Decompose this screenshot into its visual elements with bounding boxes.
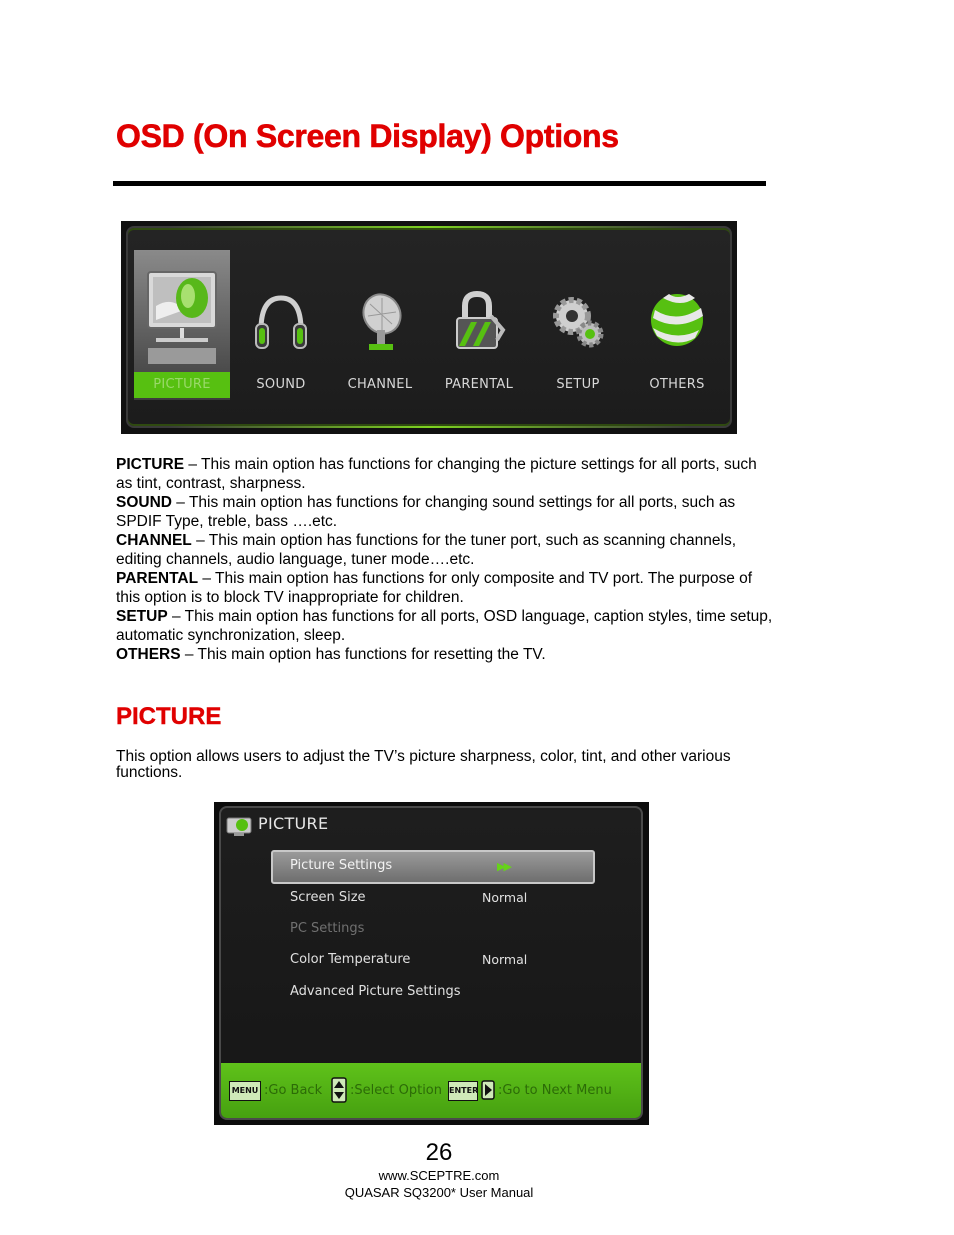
description-text: – This main option has functions for only composite and TV port. The purpose of this option is to block TV inappropriate for children. <box>116 570 753 606</box>
headphones-icon <box>253 290 309 354</box>
menu-item-label: SETUP <box>556 377 600 392</box>
page-title: OSD (On Screen Display) Options <box>116 118 619 154</box>
menu-row-picture-settings[interactable] <box>271 850 595 884</box>
picture-icon <box>226 817 252 837</box>
select-option-hint: :Select Option <box>350 1083 443 1098</box>
menu-item-sound[interactable] <box>233 250 329 400</box>
menu-item-label: OTHERS <box>649 377 705 392</box>
picture-menu-header <box>221 808 641 842</box>
description-text: – This main option has functions for changing sound settings for all ports, such as SPDIF Type, treble, bass ….etc. <box>116 494 736 530</box>
picture-menu-panel <box>219 806 643 1120</box>
padlock-icon <box>451 290 507 354</box>
menu-row-advanced-picture-settings[interactable] <box>271 977 591 1007</box>
description-channel <box>116 531 776 569</box>
row-name: Picture Settings <box>290 858 393 873</box>
description-term: PICTURE <box>116 456 185 473</box>
next-menu-hint: :Go to Next Menu <box>498 1083 612 1098</box>
description-text: – This main option has functions for resetting the TV. <box>180 646 546 663</box>
striped-ball-icon <box>649 290 705 354</box>
satellite-dish-icon <box>352 290 408 354</box>
up-down-arrow-icon <box>331 1077 347 1103</box>
description-text: – This main option has functions for changing the picture settings for all ports, such as tint, contrast, sharpness. <box>116 456 757 492</box>
right-arrow-key-icon <box>481 1080 495 1100</box>
menu-item-channel[interactable] <box>332 250 428 400</box>
row-name: PC Settings <box>290 921 365 936</box>
footer-manual-name: QUASAR SQ3200* User Manual <box>344 1185 534 1200</box>
description-parental <box>116 569 776 607</box>
picture-menu-footer <box>221 1063 641 1118</box>
menu-key: MENU <box>229 1081 261 1101</box>
menu-row-color-temperature[interactable] <box>271 945 591 975</box>
description-text: – This main option has functions for the tuner port, such as scanning channels, editing channels, audio language, tuner mode….etc. <box>116 532 737 568</box>
description-term: CHANNEL <box>116 532 192 549</box>
picture-menu-title: PICTURE <box>258 814 329 833</box>
description-term: SOUND <box>116 494 172 511</box>
menu-row-screen-size[interactable] <box>271 883 591 913</box>
row-name: Screen Size <box>290 890 366 905</box>
description-picture <box>116 455 776 493</box>
footer-url: www.SCEPTRE.com <box>378 1168 500 1183</box>
menu-item-label: PICTURE <box>134 372 230 398</box>
row-name: Color Temperature <box>290 952 411 967</box>
go-back-hint: :Go Back <box>264 1083 323 1098</box>
option-descriptions <box>116 455 776 664</box>
enter-key: ENTER <box>448 1081 478 1101</box>
menu-item-label: PARENTAL <box>444 377 514 392</box>
gears-icon <box>550 290 606 354</box>
menu-item-others[interactable] <box>629 250 725 400</box>
section-title: PICTURE <box>116 703 222 730</box>
description-term: SETUP <box>116 608 168 625</box>
description-setup <box>116 607 776 645</box>
row-name: Advanced Picture Settings <box>290 984 461 999</box>
description-text: – This main option has functions for all ports, OSD language, caption styles, time setup, automatic synchronization, sleep. <box>116 608 773 644</box>
menu-item-parental[interactable] <box>431 250 527 400</box>
menu-row-pc-settings <box>271 914 591 944</box>
menu-item-label: CHANNEL <box>347 377 413 392</box>
description-term: PARENTAL <box>116 570 199 587</box>
description-term: OTHERS <box>116 646 181 663</box>
description-sound <box>116 493 776 531</box>
double-arrow-right-icon: ▶▶ <box>497 860 510 873</box>
picture-icon <box>142 266 222 366</box>
osd-main-menu-panel <box>126 226 732 428</box>
row-value: Normal <box>482 952 528 967</box>
osd-picture-menu-screenshot <box>214 802 649 1125</box>
menu-item-label: SOUND <box>256 377 306 392</box>
section-description: This option allows users to adjust the TV’s picture sharpness, color, tint, and other various functions. <box>116 748 731 781</box>
menu-item-picture[interactable] <box>134 250 230 400</box>
row-value: Normal <box>482 890 528 905</box>
osd-main-menu-screenshot <box>121 221 737 434</box>
page-number: 26 <box>425 1139 453 1166</box>
title-divider <box>113 181 766 186</box>
description-others <box>116 645 776 664</box>
menu-item-setup[interactable] <box>530 250 626 400</box>
